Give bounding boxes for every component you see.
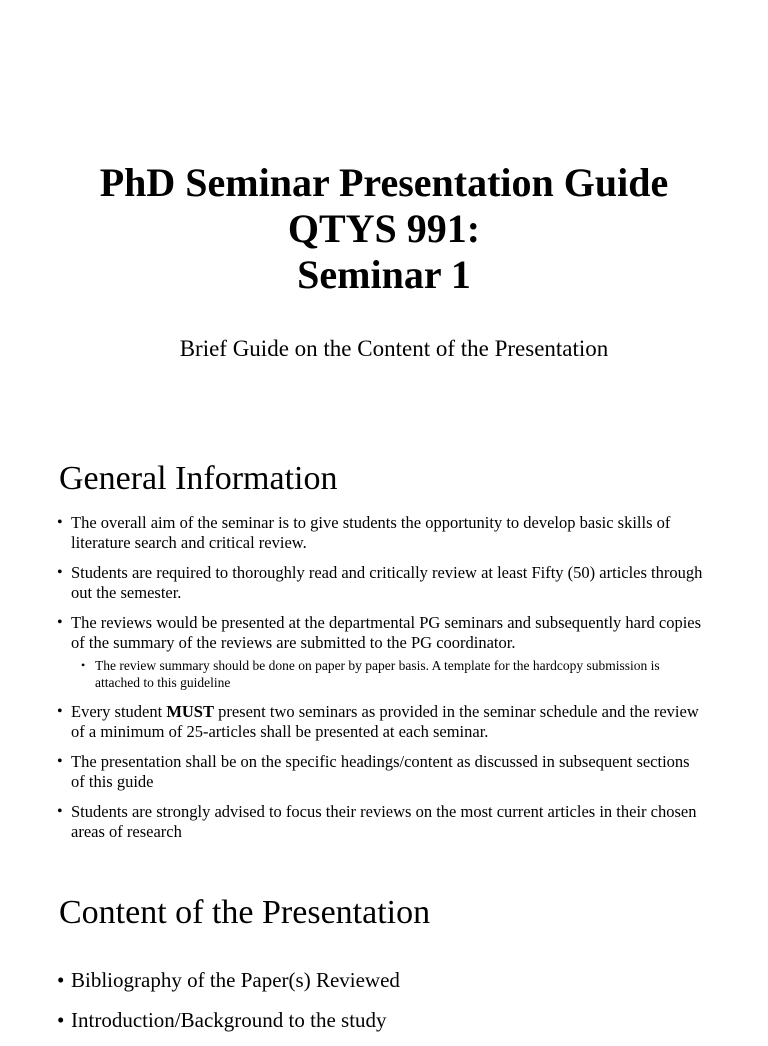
general-information-heading: General Information — [59, 460, 338, 497]
title-line-1: PhD Seminar Presentation Guide — [99, 160, 669, 205]
presentation-title — [0, 160, 768, 298]
bullet-review-requirement: • Students are required to thoroughly read and critically review at least Fifty (50) articles through out the semester. — [57, 563, 707, 603]
title-slide — [0, 0, 768, 420]
bullet-overall-aim: • The overall aim of the seminar is to give students the opportunity to develop basic skills of literature search and critical review. — [57, 513, 707, 553]
title-line-2: QTYS 991: — [287, 206, 481, 251]
must-emphasis: MUST — [166, 702, 214, 721]
presentation-subtitle: Brief Guide on the Content of the Presentation — [179, 336, 609, 361]
bullet-review-presentation: • The reviews would be presented at the departmental PG seminars and subsequently hard copies of the summary of the reviews are submitted to the PG coordinator. — [57, 613, 707, 653]
general-information-list — [57, 513, 707, 852]
bullet-introduction: • Introduction/Background to the study — [57, 1006, 707, 1034]
bullet-bibliography: • Bibliography of the Paper(s) Reviewed — [57, 966, 707, 994]
bullet-current-articles: • Students are strongly advised to focus their reviews on the most current articles in their chosen areas of research — [57, 802, 707, 842]
content-of-presentation-heading: Content of the Presentation — [59, 894, 431, 931]
bullet-presentation-headings: • The presentation shall be on the specific headings/content as discussed in subsequent sections of this guide — [57, 752, 707, 792]
title-line-3: Seminar 1 — [297, 252, 471, 297]
bullet-must-present — [57, 702, 707, 742]
content-of-presentation-list — [57, 966, 707, 1046]
must-text-before: Every student — [71, 702, 167, 721]
must-text-after: present two seminars as provided in the seminar schedule and the review of a minimum of 25-articles shall be presented at each seminar. — [71, 702, 699, 741]
sub-bullet-review-summary: • The review summary should be done on paper by paper basis. A template for the hardcopy submission is attached to this guideline — [81, 657, 707, 691]
